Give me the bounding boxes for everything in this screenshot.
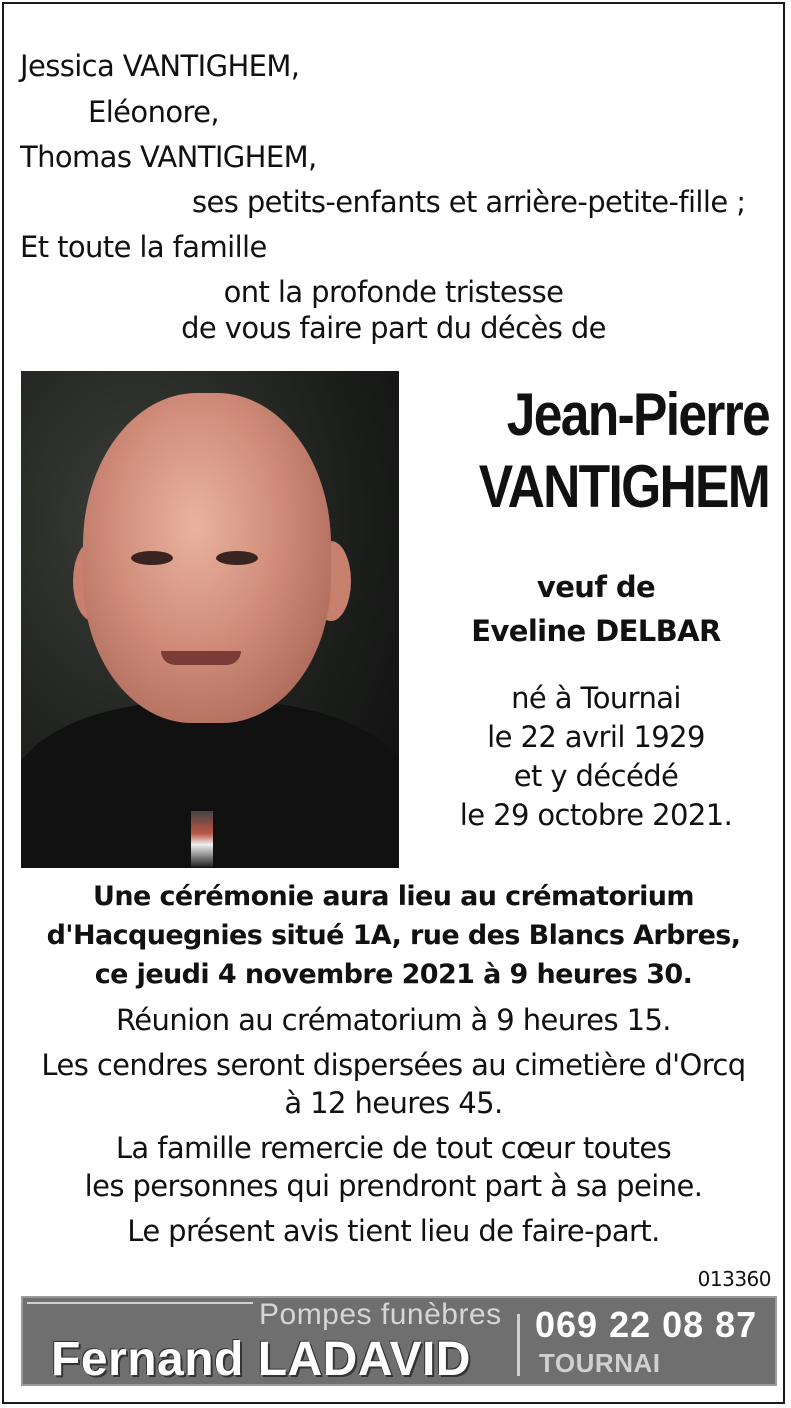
reference-number: 013360 (697, 1267, 771, 1291)
funeral-home-name: Fernand LADAVID (51, 1333, 471, 1386)
ashes-info-1: Les cendres seront dispersées au cimetière d'Orcq (41, 1048, 746, 1082)
deceased-last-name: VANTIGHEM (478, 453, 769, 520)
family-relation: ses petits-enfants et arrière-petite-fille ; (192, 185, 746, 219)
birth-place: né à Tournai (511, 681, 681, 715)
family-member-eleonore: Eléonore, (88, 95, 220, 129)
thanks-line-1: La famille remercie de tout cœur toutes (115, 1131, 672, 1165)
birth-date: le 22 avril 1929 (487, 720, 705, 754)
family-member-thomas: Thomas VANTIGHEM, (20, 140, 317, 174)
ceremony-line-1: Une cérémonie aura lieu au crématorium (93, 881, 694, 912)
thanks-line-2: les personnes qui prendront part à sa peine. (84, 1169, 703, 1203)
funeral-home-phone: 069 22 08 87 (535, 1304, 758, 1345)
family-all: Et toute la famille (20, 230, 267, 264)
obituary-notice (2, 2, 785, 1404)
widower-label: veuf de (536, 570, 656, 604)
funeral-home-label: Pompes funèbres (259, 1298, 502, 1331)
ceremony-line-3: ce jeudi 4 novembre 2021 à 9 heures 30. (94, 959, 693, 990)
funeral-home-banner (21, 1296, 777, 1386)
family-member-jessica: Jessica VANTIGHEM, (20, 49, 300, 83)
spouse-name: Eveline DELBAR (471, 614, 721, 648)
deceased-first-name: Jean-Pierre (506, 381, 769, 448)
ashes-info-2: à 12 heures 45. (284, 1086, 503, 1120)
death-place: et y décédé (513, 759, 679, 793)
death-date: le 29 octobre 2021. (459, 798, 733, 832)
announcement-line-1: ont la profonde tristesse (223, 275, 564, 309)
announcement-line-2: de vous faire part du décès de (181, 311, 606, 345)
reunion-info: Réunion au crématorium à 9 heures 15. (116, 1003, 671, 1037)
funeral-home-city: TOURNAI (539, 1348, 661, 1378)
ceremony-line-2: d'Hacquegnies situé 1A, rue des Blancs Arbres, (46, 920, 741, 951)
portrait-photo (21, 371, 399, 868)
notice-line: Le présent avis tient lieu de faire-part. (127, 1214, 660, 1248)
banner-divider (517, 1314, 520, 1376)
